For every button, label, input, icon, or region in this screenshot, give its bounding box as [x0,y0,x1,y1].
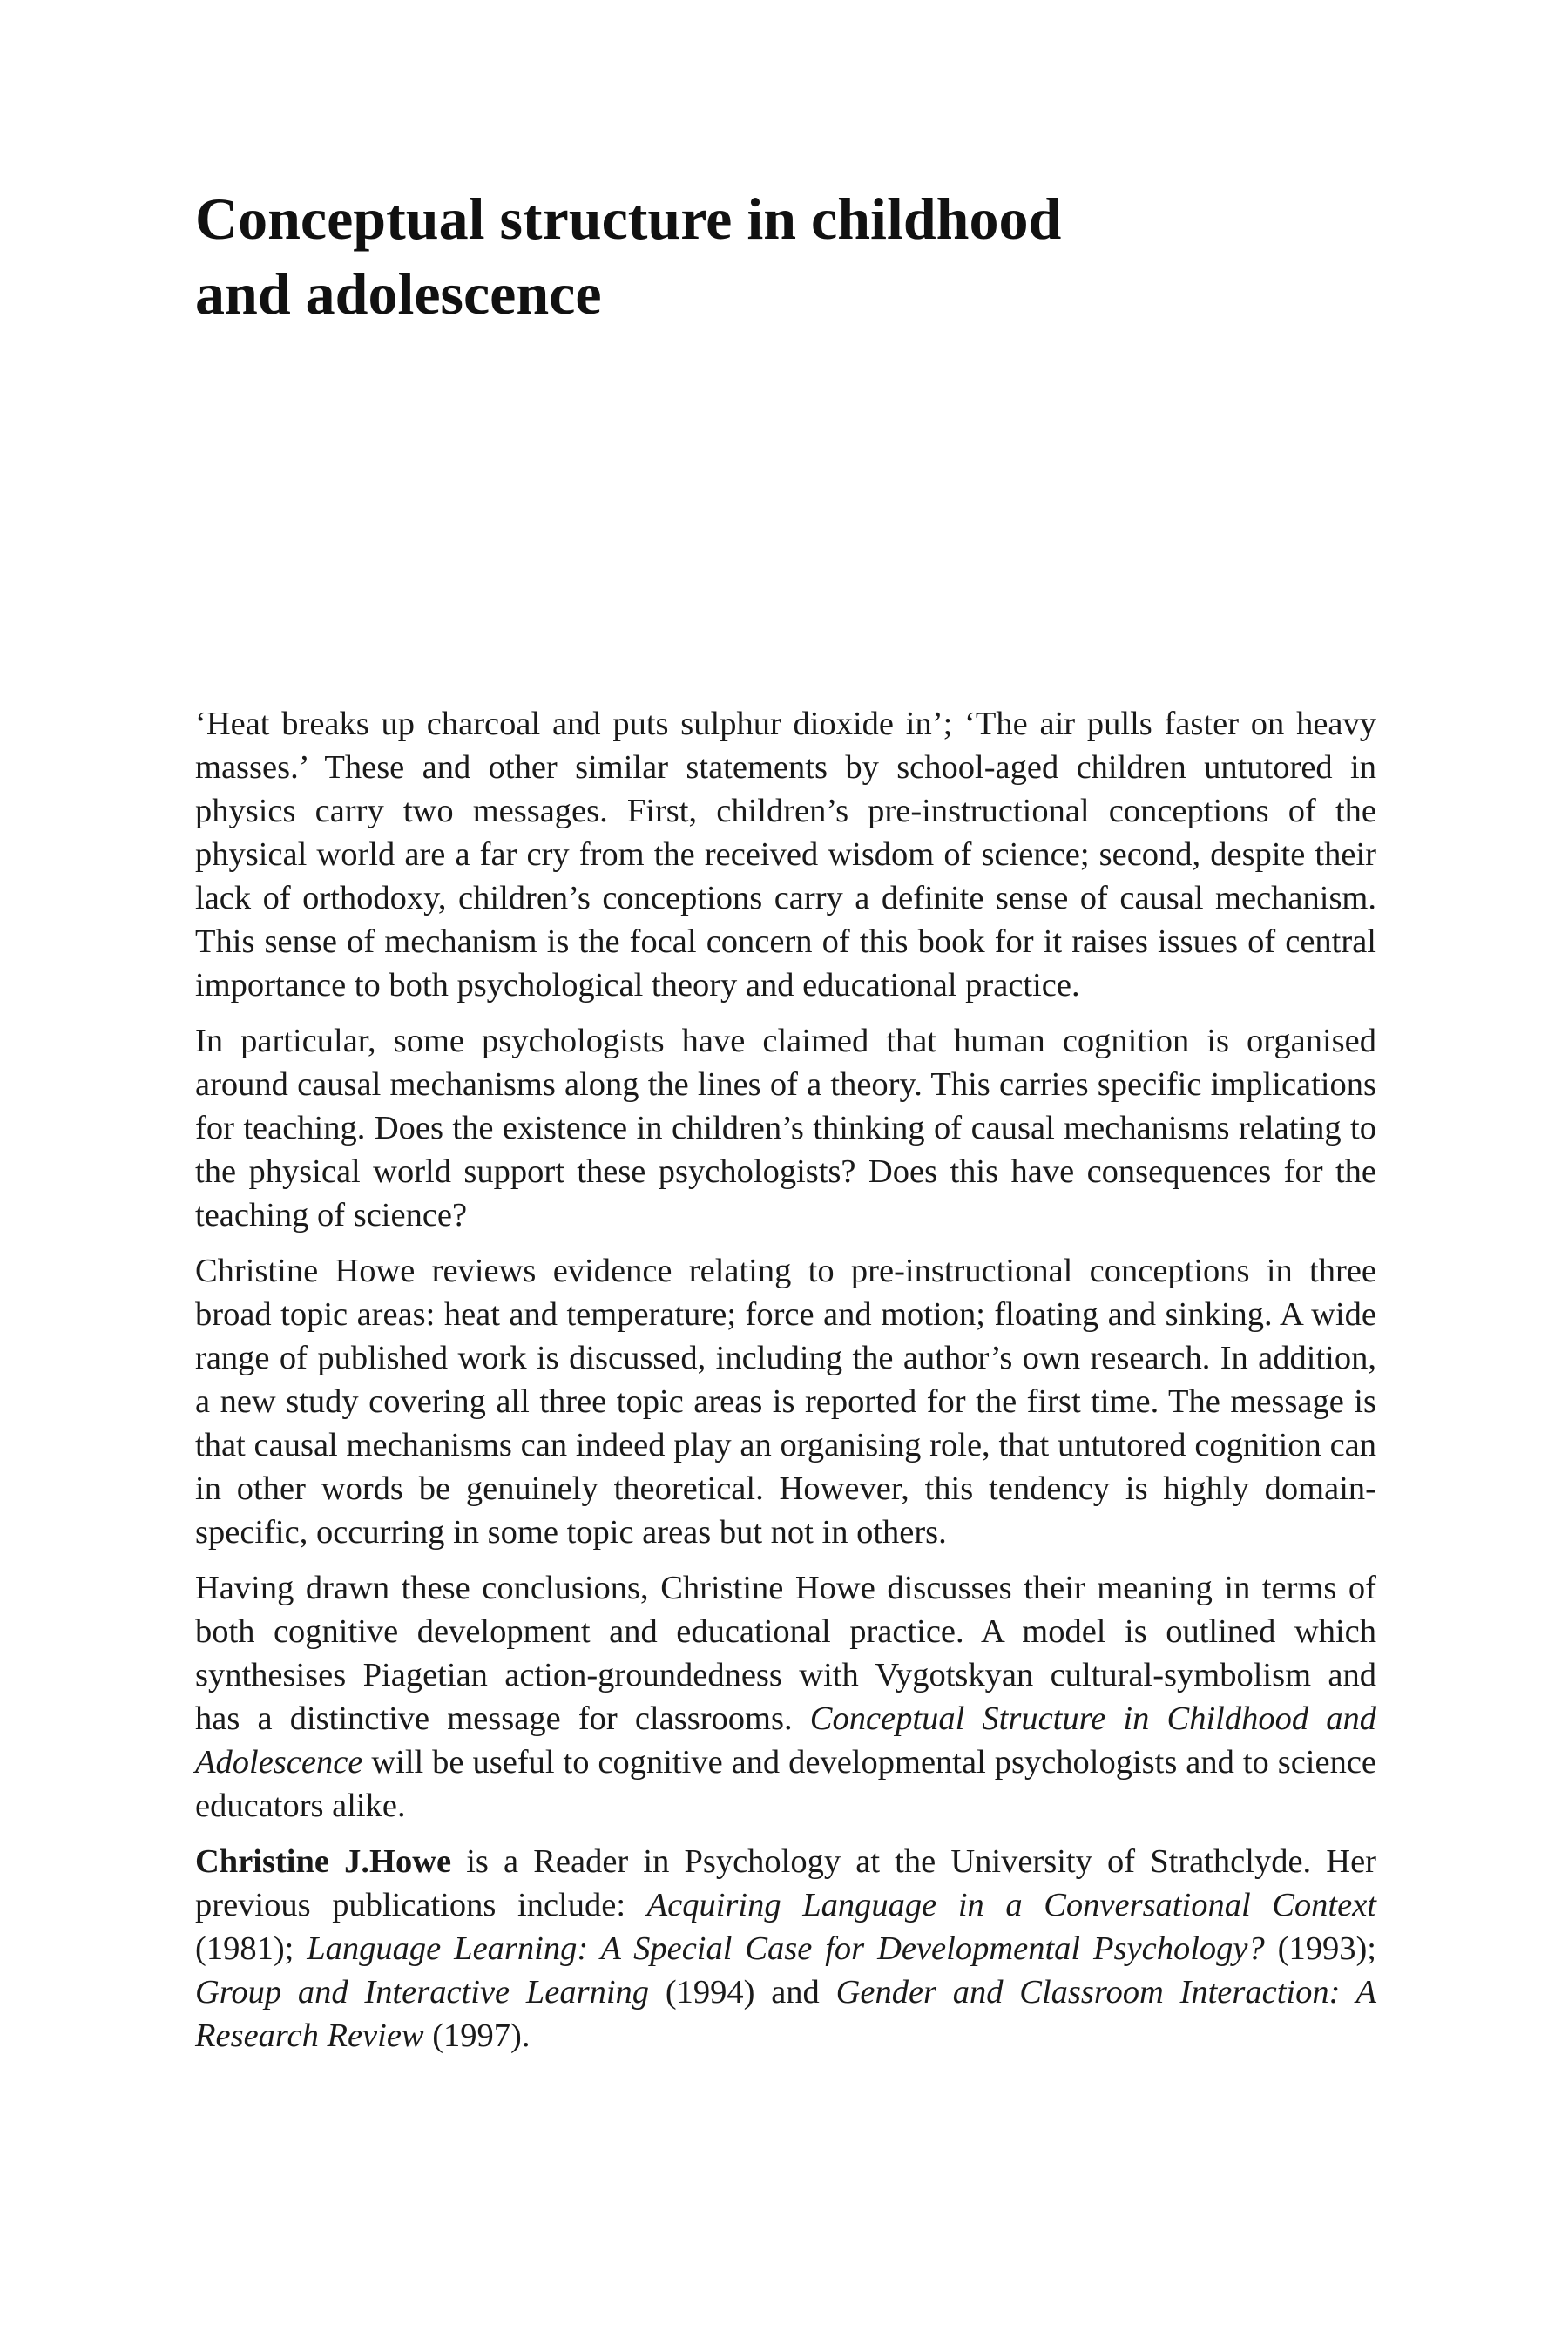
paragraph-review: Christine Howe reviews evidence relating to pre-instructional conceptions in three broad topic areas: heat and temperature; force and motion; floating and sinking. A wide range of published work is discussed, including the author’s own research. In addition, a new study covering all three topic areas is reported for the first time. The message is that causal mechanisms can indeed play an organising role, that untutored cognition can in other words be genuinely theoretical. However, this tendency is highly domain-specific, occurring in some topic areas but not in others. [195,1253,1376,1551]
publication-year: (1997). [423,2017,531,2054]
publication-year: (1981); [195,1930,308,1967]
publication-title: Language Learning: A Special Case for Developmental Psychology? [307,1930,1265,1967]
body-text [195,702,1376,2070]
author-intro: is a Reader in Psychology at the University of Strathclyde. Her previous publications include: [195,1843,1376,1923]
publication-year: (1993); [1264,1930,1376,1967]
paragraph-intro: ‘Heat breaks up charcoal and puts sulphur dioxide in’; ‘The air pulls faster on heavy masses.’ These and other similar statements by school-aged children untutored in physics carry two messages. First, children’s pre-instructional conceptions of the physical world are a far cry from the received wisdom of science; second, despite their lack of orthodoxy, children’s conceptions carry a definite sense of causal mechanism. This sense of mechanism is the focal concern of this book for it raises issues of central importance to both psychological theory and educational practice. [195,706,1376,1004]
author-name: Christine J.Howe [195,1843,452,1880]
paragraph-conclusions-text: Having drawn these conclusions, Christine Howe discusses their meaning in terms of both cognitive development and educational practice. A model is outlined which synthesises Piagetian action-groundedness with Vygotskyan cultural-symbolism and has a distinctive message for classrooms. [195,1570,1376,1737]
author-bio [195,1840,1376,2058]
title-line-2: and adolescence [195,260,602,327]
paragraph-conclusions [195,1566,1376,1828]
publication-year: (1994) and [649,1974,836,2011]
paragraph-conclusions-tail: will be useful to cognitive and developmental psychologists and to science educators alike. [195,1744,1376,1824]
paragraph-psychologists: In particular, some psychologists have claimed that human cognition is organised around causal mechanisms along the lines of a theory. This carries specific implications for teaching. Does the existence in children’s thinking of causal mechanisms relating to the physical world support these psychologists? Does this have consequences for the teaching of science? [195,1023,1376,1233]
publication-title: Group and Interactive Learning [195,1974,650,2011]
title-line-1: Conceptual structure in childhood [195,186,1062,252]
publication-title: Gender and Classroom Interaction: A Research Review [195,1974,1376,2054]
book-title: Conceptual Structure in Childhood and Adolescence [195,1700,1377,1781]
page-title [195,181,1380,331]
publication-title: Acquiring Language in a Conversational Context [646,1887,1376,1923]
